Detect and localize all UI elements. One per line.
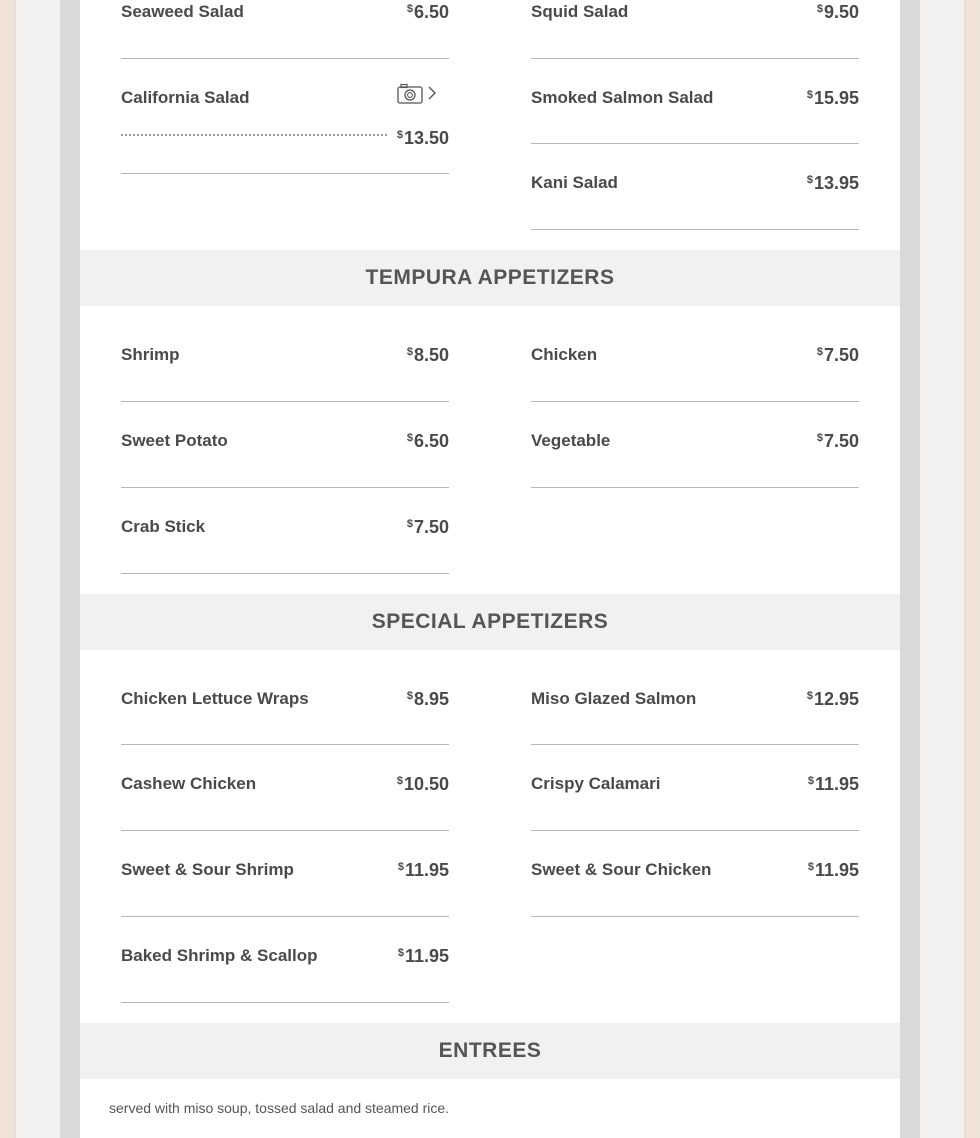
item-name: Crispy Calamari: [531, 774, 661, 793]
item-price: $7.50: [816, 345, 859, 365]
menu-item-vegetable[interactable]: [531, 431, 859, 488]
menu-item-squid-salad[interactable]: [531, 2, 859, 59]
menu-item-baked-shrimp-scallop[interactable]: [121, 946, 449, 1003]
item-name: Sweet Potato: [121, 431, 228, 450]
item-price: $7.50: [816, 431, 859, 451]
item-price: $8.50: [406, 345, 449, 365]
menu-item-sweet-sour-shrimp[interactable]: [121, 860, 449, 917]
item-name: Smoked Salmon Salad: [531, 88, 714, 107]
menu-item-miso-glazed-salmon[interactable]: [531, 689, 859, 745]
item-name: Miso Glazed Salmon: [531, 689, 697, 708]
entrees-note: served with miso soup, tossed salad and steamed rice.: [109, 1100, 450, 1116]
item-price: $7.50: [406, 517, 449, 537]
menu-item-crispy-calamari[interactable]: [531, 774, 859, 831]
dotted-leader: [121, 134, 387, 136]
menu-item-chicken-lettuce-wraps[interactable]: [121, 689, 449, 745]
item-name: Cashew Chicken: [121, 774, 257, 793]
menu-item-sweet-sour-chicken[interactable]: [531, 860, 859, 917]
item-name: Baked Shrimp & Scallop: [121, 946, 318, 965]
item-price: $11.95: [807, 860, 859, 880]
camera-icon[interactable]: [397, 83, 425, 105]
item-name: Shrimp: [121, 345, 180, 364]
menu-item-sweet-potato[interactable]: [121, 431, 449, 488]
menu-item-smoked-salmon-salad[interactable]: [531, 88, 859, 144]
menu-item-crab-stick[interactable]: [121, 517, 449, 574]
item-name: Sweet & Sour Shrimp: [121, 860, 294, 879]
item-name: Sweet & Sour Chicken: [531, 860, 712, 879]
section-header-tempura: TEMPURA APPETIZERS: [80, 250, 900, 306]
section-header-entrees: ENTREES: [80, 1023, 900, 1079]
chevron-right-icon[interactable]: [427, 86, 437, 100]
item-price: $6.50: [406, 2, 449, 22]
menu-item-kani-salad[interactable]: [531, 173, 859, 230]
menu-item-cashew-chicken[interactable]: [121, 774, 449, 831]
item-price: $11.95: [397, 860, 449, 880]
item-price: $11.95: [807, 774, 859, 794]
item-name: Chicken Lettuce Wraps: [121, 689, 309, 708]
item-price: $6.50: [406, 431, 449, 451]
item-price: $10.50: [396, 774, 449, 794]
item-name: Chicken: [531, 345, 598, 364]
item-name: Squid Salad: [531, 2, 629, 21]
item-name: California Salad: [121, 88, 250, 107]
item-price: $8.95: [406, 689, 449, 709]
item-price: $15.95: [806, 88, 859, 108]
item-name: Kani Salad: [531, 173, 618, 192]
item-price: $13.95: [806, 173, 859, 193]
section-header-special: SPECIAL APPETIZERS: [80, 594, 900, 650]
item-price: $9.50: [816, 2, 859, 22]
item-name: Crab Stick: [121, 517, 206, 536]
item-price: $11.95: [397, 946, 449, 966]
item-name: Seaweed Salad: [121, 2, 244, 21]
menu-item-shrimp[interactable]: [121, 345, 449, 402]
item-price: $12.95: [806, 689, 859, 709]
menu-panel: [80, 0, 900, 1138]
item-name: Vegetable: [531, 431, 611, 450]
item-price: $13.50: [396, 128, 449, 148]
menu-item-chicken[interactable]: [531, 345, 859, 402]
menu-item-seaweed-salad[interactable]: [121, 2, 449, 59]
